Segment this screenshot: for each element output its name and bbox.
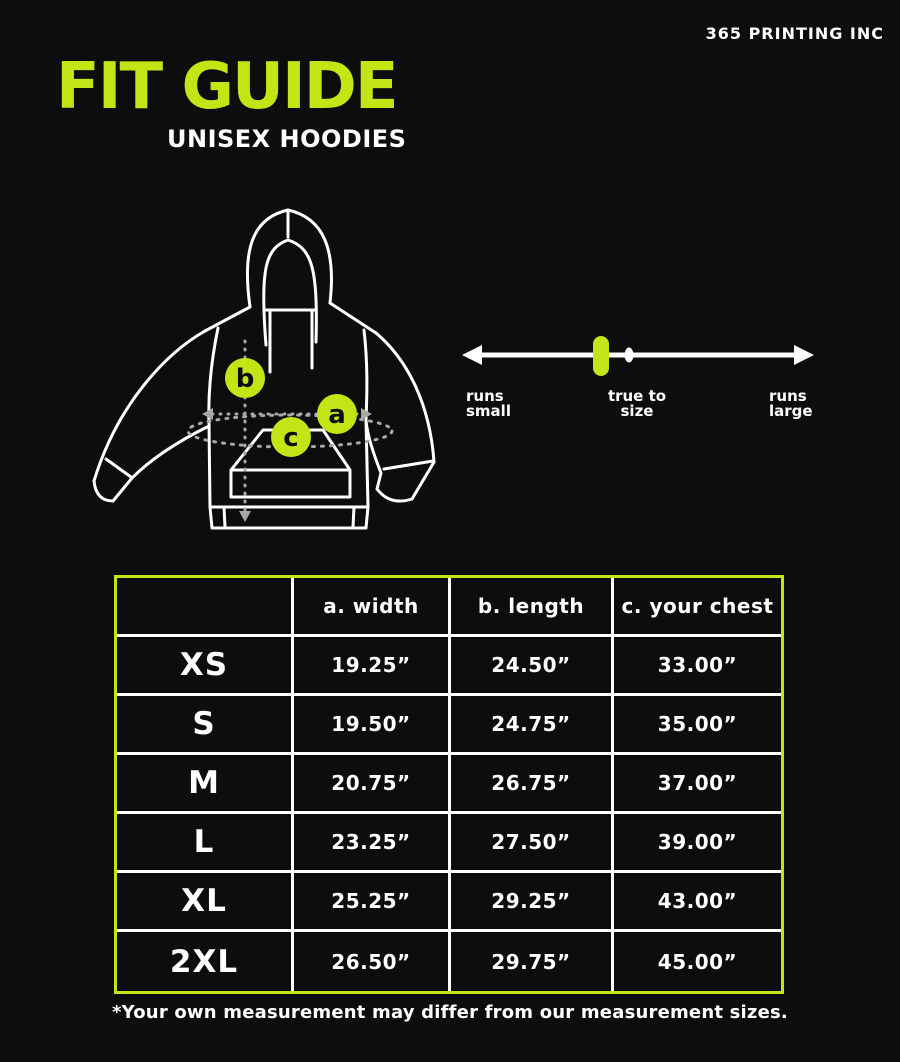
arrow-down — [239, 511, 251, 522]
diagram-markers — [225, 358, 357, 457]
svg-text:a: a — [328, 400, 346, 430]
value-xs-width: 19.25” — [294, 637, 451, 696]
value-2xl-width: 26.50” — [294, 932, 451, 991]
marker-a — [317, 394, 357, 434]
scale-label-runs-large: runs large — [769, 387, 813, 420]
size-label-2xl: 2XL — [117, 932, 294, 991]
scale-label-true-to-size: true to size — [607, 387, 667, 420]
value-m-length: 26.75” — [451, 755, 614, 814]
size-label-xs: XS — [117, 637, 294, 696]
value-s-width: 19.50” — [294, 696, 451, 755]
hem-band — [210, 507, 368, 528]
value-2xl-length: 29.75” — [451, 932, 614, 991]
scale-arrow — [462, 345, 814, 365]
scale-handle — [593, 336, 609, 376]
value-xl-width: 25.25” — [294, 873, 451, 932]
value-xs-length: 24.50” — [451, 637, 614, 696]
table-header-width: a. width — [294, 578, 451, 637]
brand-name: 365 PRINTING INC — [705, 24, 884, 43]
value-2xl-chest: 45.00” — [657, 949, 738, 974]
shoulder-right — [330, 303, 376, 333]
size-label-xl: XL — [117, 873, 294, 932]
value-s-length: 24.75” — [451, 696, 614, 755]
table-header-length: b. length — [451, 578, 614, 637]
hood-face-opening — [264, 240, 317, 345]
size-table — [114, 575, 784, 994]
hoodie-outline — [94, 210, 434, 528]
sleeve-right — [366, 333, 434, 501]
size-label-m: M — [117, 755, 294, 814]
size-label-s: S — [117, 696, 294, 755]
measurement-disclaimer: *Your own measurement may differ from our measurement sizes. — [112, 1002, 788, 1023]
table-header-chest: c. your chest — [614, 578, 781, 637]
value-xl-length: 29.25” — [451, 873, 614, 932]
scale-center-dot — [625, 348, 634, 363]
hoodie-diagram — [60, 195, 460, 555]
fit-scale — [450, 325, 830, 385]
arrow-right-icon — [794, 345, 814, 365]
body-right — [364, 330, 368, 507]
size-label-l: L — [117, 814, 294, 873]
value-xl-chest: 43.00” — [614, 873, 781, 932]
page-subtitle: UNISEX HOODIES — [167, 125, 407, 153]
value-m-chest: 37.00” — [614, 755, 781, 814]
page-title: FIT GUIDE — [56, 50, 397, 124]
table-header-empty — [117, 578, 294, 637]
sleeve-left — [94, 331, 207, 501]
value-xs-chest: 33.00” — [614, 637, 781, 696]
value-s-chest: 35.00” — [614, 696, 781, 755]
marker-b — [225, 358, 265, 398]
arrow-left-icon — [462, 345, 482, 365]
value-m-width: 20.75” — [294, 755, 451, 814]
value-l-width: 23.25” — [294, 814, 451, 873]
marker-c — [271, 417, 311, 457]
svg-text:b: b — [235, 364, 255, 394]
value-l-chest: 39.00” — [614, 814, 781, 873]
svg-text:c: c — [283, 423, 299, 453]
shoulder-left — [205, 307, 250, 331]
value-l-length: 27.50” — [451, 814, 614, 873]
scale-label-runs-small: runs small — [466, 387, 511, 420]
